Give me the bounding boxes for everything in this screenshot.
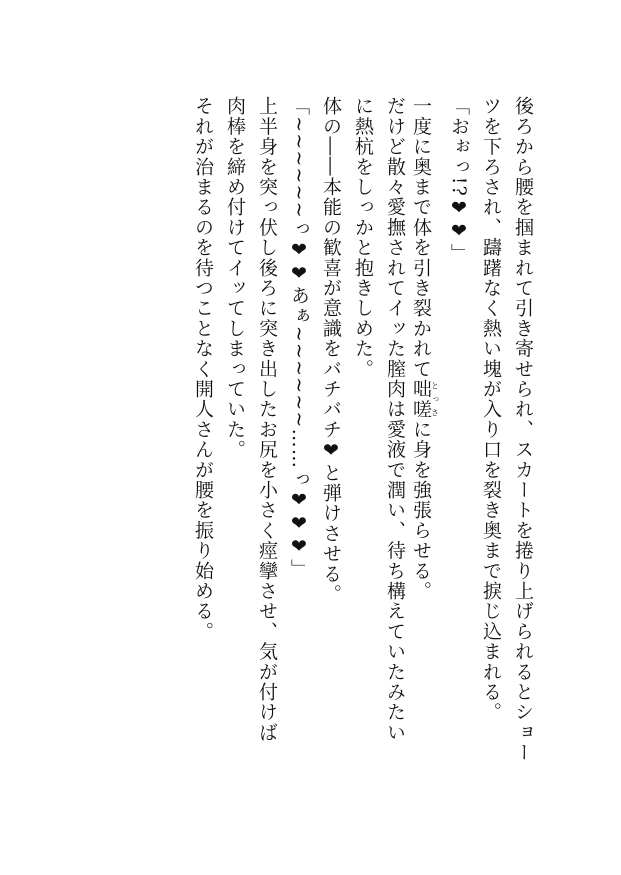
text-line-8: 「~~~~~~っ❤❤あぁ~~~~~~……っ❤❤❤」 <box>288 96 310 580</box>
text-line-6: に熱杭をしっかと抱きしめた。 <box>352 96 374 379</box>
text-line-10: 肉棒を締め付けてイッてしまっていた。 <box>224 96 246 460</box>
text-line-11: それが治まるのを待つことなく開人さんが腰を振り始める。 <box>192 96 214 642</box>
ruby-annotation: 咄嗟とっさ <box>410 378 440 420</box>
vertical-text-body <box>105 96 535 786</box>
text-line-7: 体の――本能の歓喜が意識をバチバチ❤と弾けさせる。 <box>320 96 342 604</box>
text-line-9: 上半身を突っ伏し後ろに突き出したお尻を小さく痙攣させ、気が付けば <box>256 96 278 743</box>
text-line-1: 後ろから腰を掴まれて引き寄せられ、スカートを捲り上げられるとショー <box>512 96 534 763</box>
text-line-3: 「おぉっ!?❤❤」 <box>448 96 470 264</box>
text-line-5: だけど散々愛撫されてイッた膣肉は愛液で潤い、待ち構えていたみたい <box>384 96 406 743</box>
text-line-2: ツを下ろされ、躊躇なく熱い塊が入り口を裂き奥まで捩じ込まれる。 <box>480 96 502 723</box>
text-line-4-content: 一度に奥まで体を引き裂かれて咄嗟とっさに身を強張らせる。 <box>410 96 440 602</box>
text-line-4 <box>410 96 440 786</box>
ruby-reading: とっさ <box>430 378 440 420</box>
